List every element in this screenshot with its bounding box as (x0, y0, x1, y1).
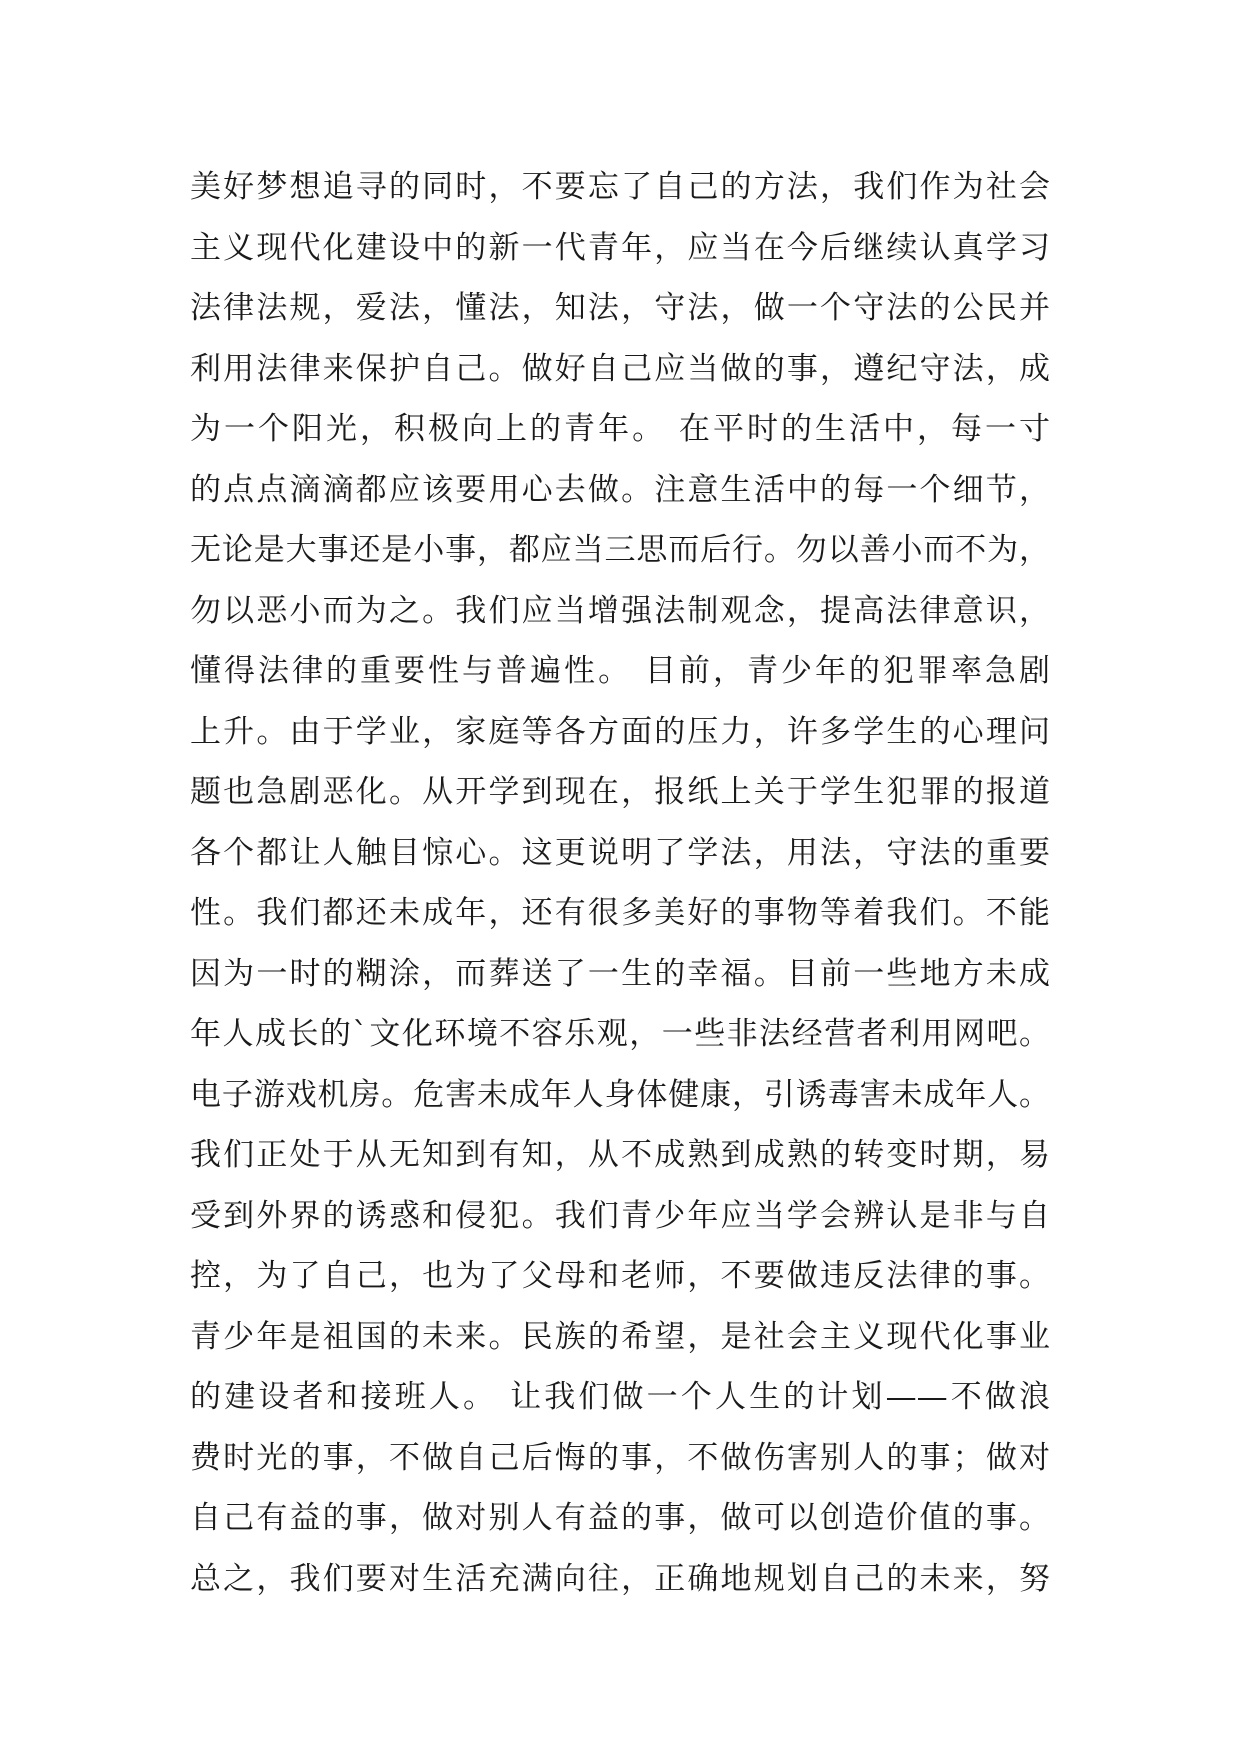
text-line: 我们正处于从无知到有知，从不成熟到成熟的转变时期，易 (190, 1137, 1050, 1173)
body-text (190, 157, 1070, 1609)
text-line: 勿以恶小而为之。我们应当增强法制观念，提高法律意识， (190, 592, 1050, 629)
text-line: 控，为了自己，也为了父母和老师，不要做违反法律的事。 (190, 1258, 1050, 1294)
text-line: 青少年是祖国的未来。民族的希望，是社会主义现代化事业 (190, 1318, 1050, 1355)
text-line: 受到外界的诱惑和侵犯。我们青少年应当学会辨认是非与自 (190, 1197, 1050, 1234)
text-line: 利用法律来保护自己。做好自己应当做的事，遵纪守法，成 (190, 350, 1050, 387)
text-line: 年人成长的`文化环境不容乐观，一些非法经营者利用网吧。 (190, 1016, 1050, 1052)
text-line: 题也急剧恶化。从开学到现在，报纸上关于学生犯罪的报道 (190, 774, 1050, 810)
text-line: 自己有益的事，做对别人有益的事，做可以创造价值的事。 (190, 1500, 1050, 1536)
text-line: 各个都让人触目惊心。这更说明了学法，用法，守法的重要 (190, 834, 1050, 871)
text-line: 总之，我们要对生活充满向往，正确地规划自己的未来，努 (190, 1560, 1050, 1597)
text-line: 性。我们都还未成年，还有很多美好的事物等着我们。不能 (190, 895, 1050, 931)
text-line: 费时光的事，不做自己后悔的事，不做伤害别人的事；做对 (190, 1439, 1050, 1476)
text-line: 因为一时的糊涂，而葬送了一生的幸福。目前一些地方未成 (190, 955, 1050, 992)
text-line: 法律法规，爱法，懂法，知法，守法，做一个守法的公民并 (190, 290, 1050, 326)
text-line: 的点点滴滴都应该要用心去做。注意生活中的每一个细节， (190, 471, 1050, 508)
text-line: 的建设者和接班人。 让我们做一个人生的计划——不做浪 (190, 1379, 1050, 1415)
text-line: 无论是大事还是小事，都应当三思而后行。勿以善小而不为， (190, 532, 1050, 568)
text-line: 懂得法律的重要性与普遍性。 目前，青少年的犯罪率急剧 (190, 653, 1050, 689)
text-line: 上升。由于学业，家庭等各方面的压力，许多学生的心理问 (190, 713, 1050, 750)
text-line: 主义现代化建设中的新一代青年，应当在今后继续认真学习 (190, 229, 1050, 266)
text-line: 电子游戏机房。危害未成年人身体健康，引诱毒害未成年人。 (190, 1076, 1050, 1113)
text-line: 美好梦想追寻的同时，不要忘了自己的方法，我们作为社会 (190, 169, 1050, 205)
text-line: 为一个阳光，积极向上的青年。 在平时的生活中，每一寸 (190, 411, 1050, 447)
